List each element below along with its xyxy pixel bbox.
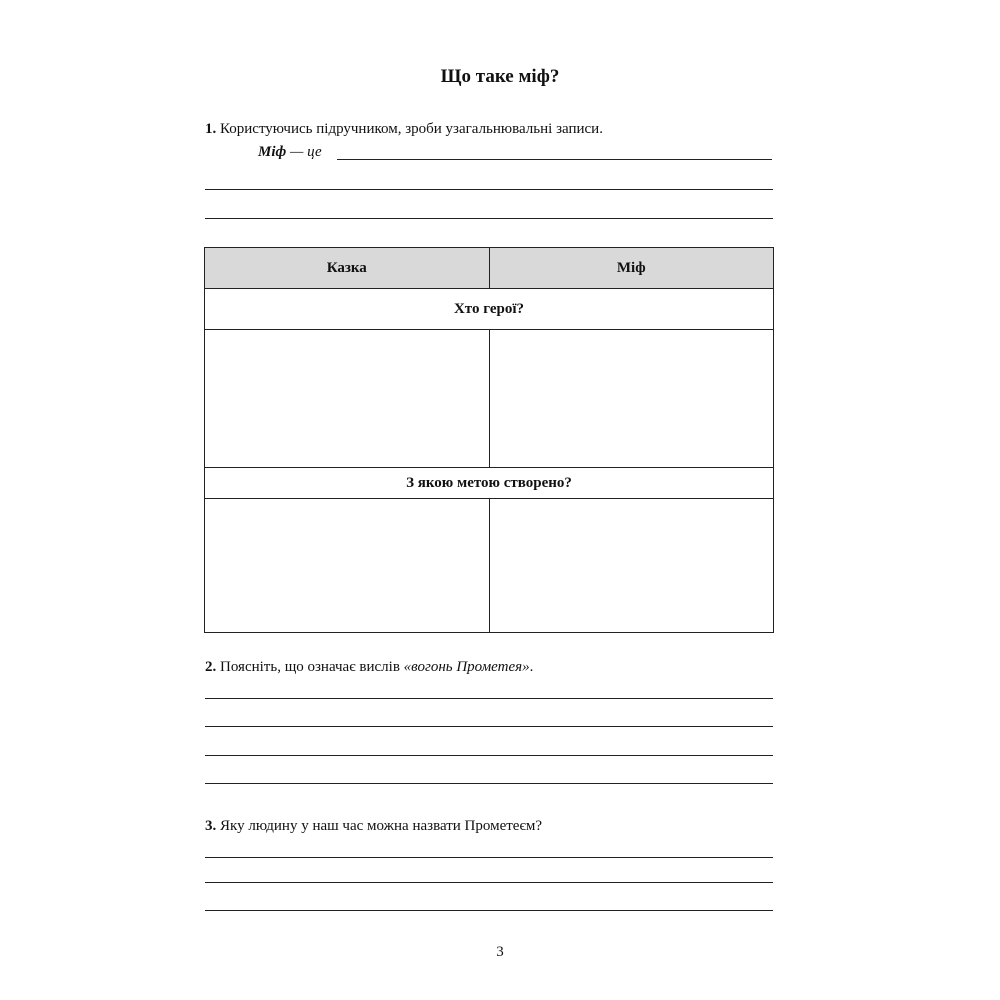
task-2-text: Поясніть, що означає вислів [216, 659, 404, 675]
task-3-number: 3. [205, 818, 217, 834]
task-1-text: Користуючись підручником, зроби узагальнювальні записи. [216, 121, 603, 137]
page-title: Що таке міф? [440, 66, 560, 87]
task-2-answer-line-1[interactable] [205, 698, 773, 699]
task-2-period: . [529, 659, 534, 675]
column-header-fairy-tale: Казка [205, 248, 490, 289]
column-header-myth: Міф [489, 248, 774, 289]
definition-answer-line[interactable] [337, 159, 772, 160]
task-2-answer-line-4[interactable] [205, 783, 773, 784]
task-2-number: 2. [205, 659, 217, 675]
page-number: 3 [496, 944, 504, 960]
definition-dash: — це [286, 144, 322, 160]
task-2-answer-line-3[interactable] [205, 755, 773, 756]
heroes-fairy-tale-cell[interactable] [205, 330, 490, 468]
purpose-myth-cell[interactable] [489, 499, 774, 633]
purpose-fairy-tale-cell[interactable] [205, 499, 490, 633]
task-1-number: 1. [205, 121, 217, 137]
fairy-tale-myth-comparison-table [204, 247, 774, 633]
task-3-text: Яку людину у наш час можна назвати Прометеєм? [216, 818, 543, 834]
task-2-prompt [205, 659, 533, 676]
task-3-answer-line-1[interactable] [205, 857, 773, 858]
heroes-myth-cell[interactable] [489, 330, 774, 468]
task-1-prompt [205, 121, 603, 138]
task-3-prompt [205, 818, 542, 835]
task-3-answer-line-2[interactable] [205, 882, 773, 883]
myth-term: Міф [258, 144, 287, 160]
task-2-answer-line-2[interactable] [205, 726, 773, 727]
task-3-answer-line-3[interactable] [205, 910, 773, 911]
task-1-answer-line-1[interactable] [205, 189, 773, 190]
section-heroes-heading: Хто герої? [205, 289, 774, 330]
prometheus-fire-quote: «вогонь Прометея» [403, 659, 530, 675]
section-purpose-heading: З якою метою створено? [205, 468, 774, 499]
task-1-answer-line-2[interactable] [205, 218, 773, 219]
myth-definition-prompt [258, 144, 322, 161]
